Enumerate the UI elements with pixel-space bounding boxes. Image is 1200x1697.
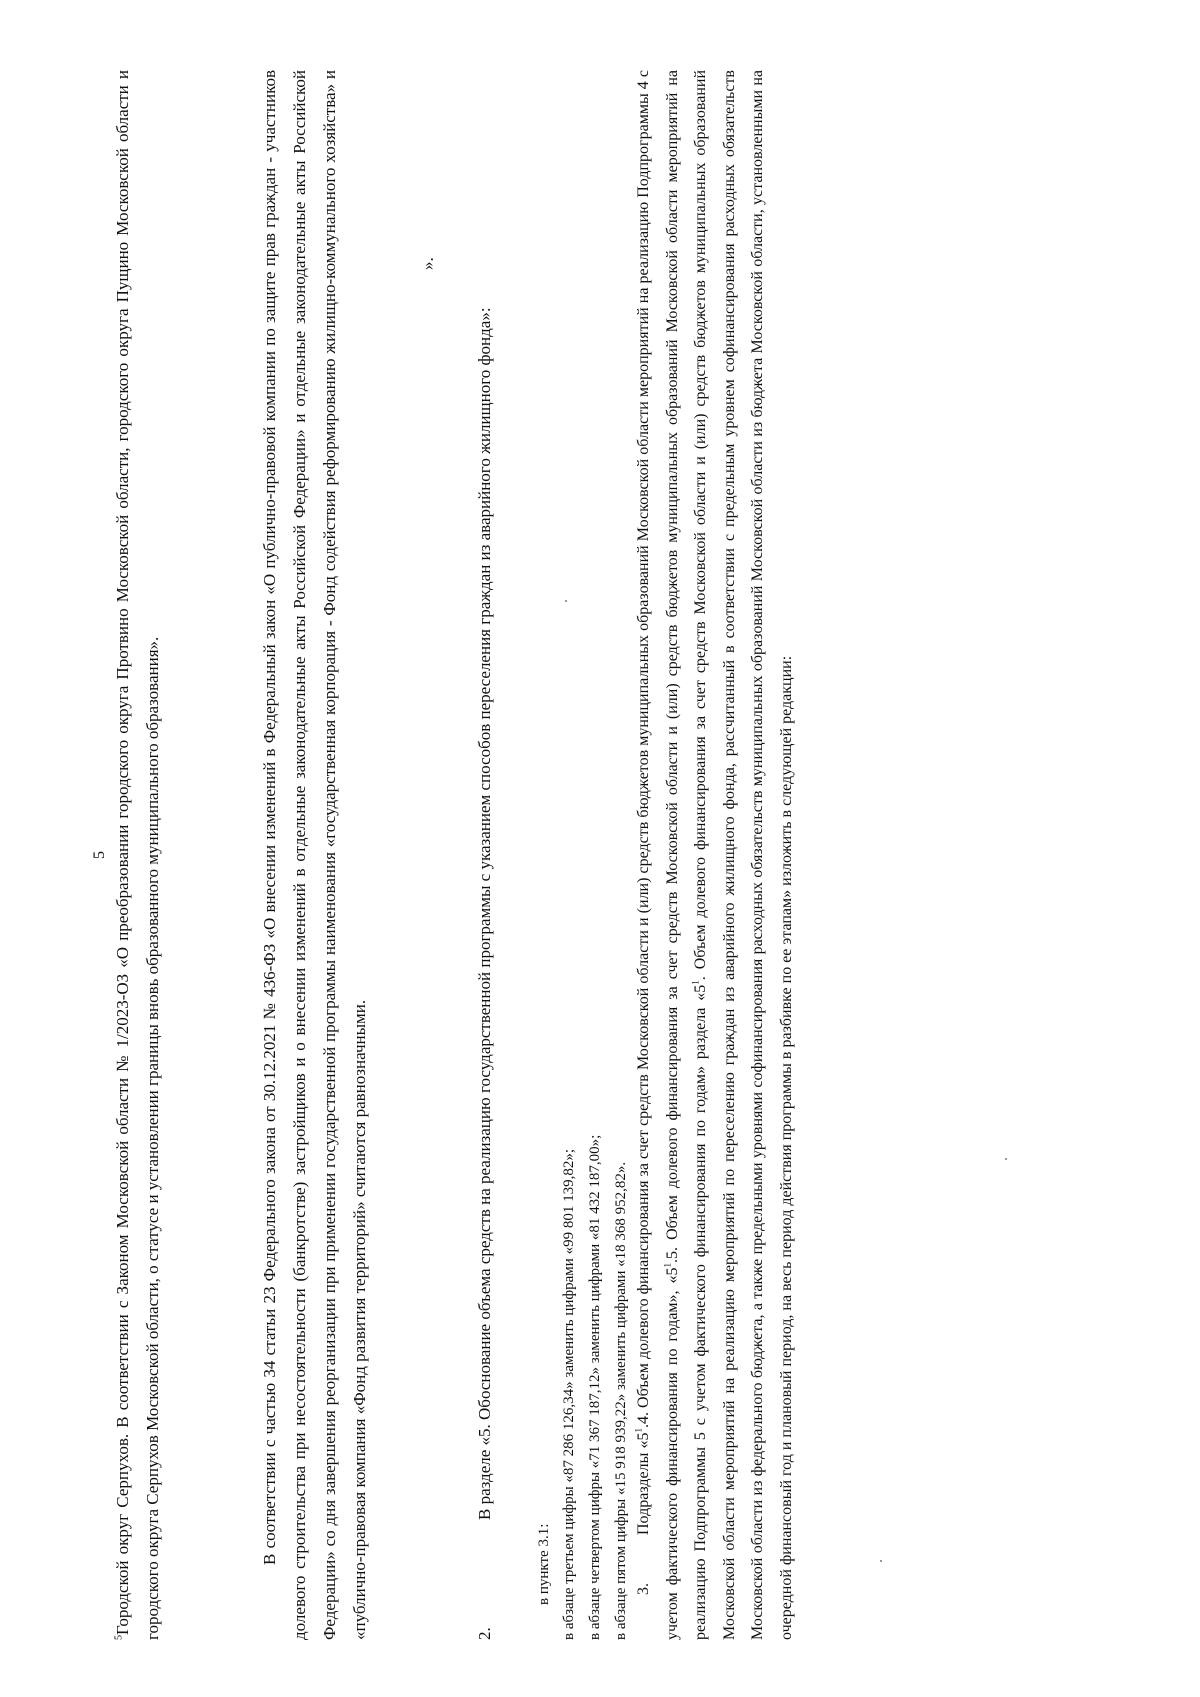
section-3-text-part-4: . Объем долевого финансирования за счет средств Московской области и (или) средств бюджетов муниципальных образований Московской области мероприятий на реализацию мероприятий по переселению граждан из аварийного жилищного фонда, рассчитанный в соответствии с предельным уровнем софинансирования расходных обязательств Московской области из федерального бюджета, а также предельными уровнями софинансирования расходных обязательств муниципальных образований Московской области из бюджета Московской области, установленными на очередной финансовый год и плановый период, на весь период действия программы в разбивке по ее этапам» изложить в следующей редакции:: [692, 69, 795, 1640]
section-3-text-part-1: Подразделы «5: [635, 1432, 652, 1535]
section-3-superscript-3: 1: [690, 980, 701, 985]
scan-speck: [1005, 1158, 1007, 1160]
rotated-document-page: [85, 70, 1145, 1640]
section-3-text-part-3: .5. Объем долевого финансирования за счет средств Московской области и (или) средств бюджетов муниципальных образований Московской области мероприятий на реализацию Подпрограммы 5 с учетом фактического финансирования по годам» раздела «5: [663, 70, 710, 1640]
footnote-paragraph: [108, 70, 168, 1640]
section-2-text: В разделе «5. Обоснование объема средств на реализацию государственной программы с указанием способов переселения граждан из аварийного жилищного фонда»:: [475, 307, 494, 1520]
footnote-text: Городской округ Серпухов. В соответствии с Законом Московской области № 1/2023-ОЗ «О преобразовании городского округа Протвино Московской области, городского округа Пущино Московской области и городского округа Серпухов Московской области, о статусе и установлении границы вновь образованного муниципального образования».: [113, 70, 162, 1640]
point-3-1-title: в пункте 3.1:: [536, 1523, 552, 1605]
amendment-item-2: в абзаце четвертом цифры «71 367 187,12» заменить цифрами «81 432 187,00»;: [587, 1134, 603, 1640]
amendment-item-1: в абзаце третьем цифры «87 286 126,34» заменить цифрами «99 801 139,82»;: [561, 1149, 577, 1640]
equivalence-note-paragraph: В соответствии с частью 34 статьи 23 Федерального закона от 30.12.2021 № 436-ФЗ «О внесении изменений в Федеральный закон «О публично-правовой компании по защите прав граждан - участников долевого строительства при несостоятельности (банкротстве) застройщиков и о внесении изменений в отдельные законодательные акты Российской Федерации» и отдельные законодательные акты Российской Федерации» со дня завершения реорганизации при применении государственной программы наименования «государственная корпорация - Фонд содействия реформированию жилищно-коммунального хозяйства» и «публично-правовая компания «Фонд развития территорий» считаются равнозначными.: [260, 70, 369, 1640]
page-number: 5: [91, 851, 108, 859]
section-3-superscript-1: 1: [633, 1428, 644, 1433]
scan-speck: [565, 600, 567, 602]
closing-quote-mark: ».: [418, 257, 437, 270]
footnote-marker: 5: [113, 1635, 125, 1640]
section-3-text-part-2: .4. Объем долевого финансирования за счет средств Московской области и (или) средств бюджетов муниципальных образований Московской области мероприятий на реализацию Подпрограммы 4 с учетом фактического финансирования по годам», «5: [635, 69, 681, 1640]
section-2-paragraph: [470, 70, 500, 1640]
section-2-number: 2.: [475, 1627, 494, 1640]
section-3-number: 3.: [635, 1583, 652, 1595]
scan-speck: [880, 1560, 882, 1562]
amendment-item-3: в абзаце пятом цифры «15 918 939,22» заменить цифрами «18 368 952,82».: [613, 1161, 629, 1640]
section-3-paragraph: [630, 70, 802, 1640]
section-3-superscript-2: 1: [662, 1262, 673, 1268]
